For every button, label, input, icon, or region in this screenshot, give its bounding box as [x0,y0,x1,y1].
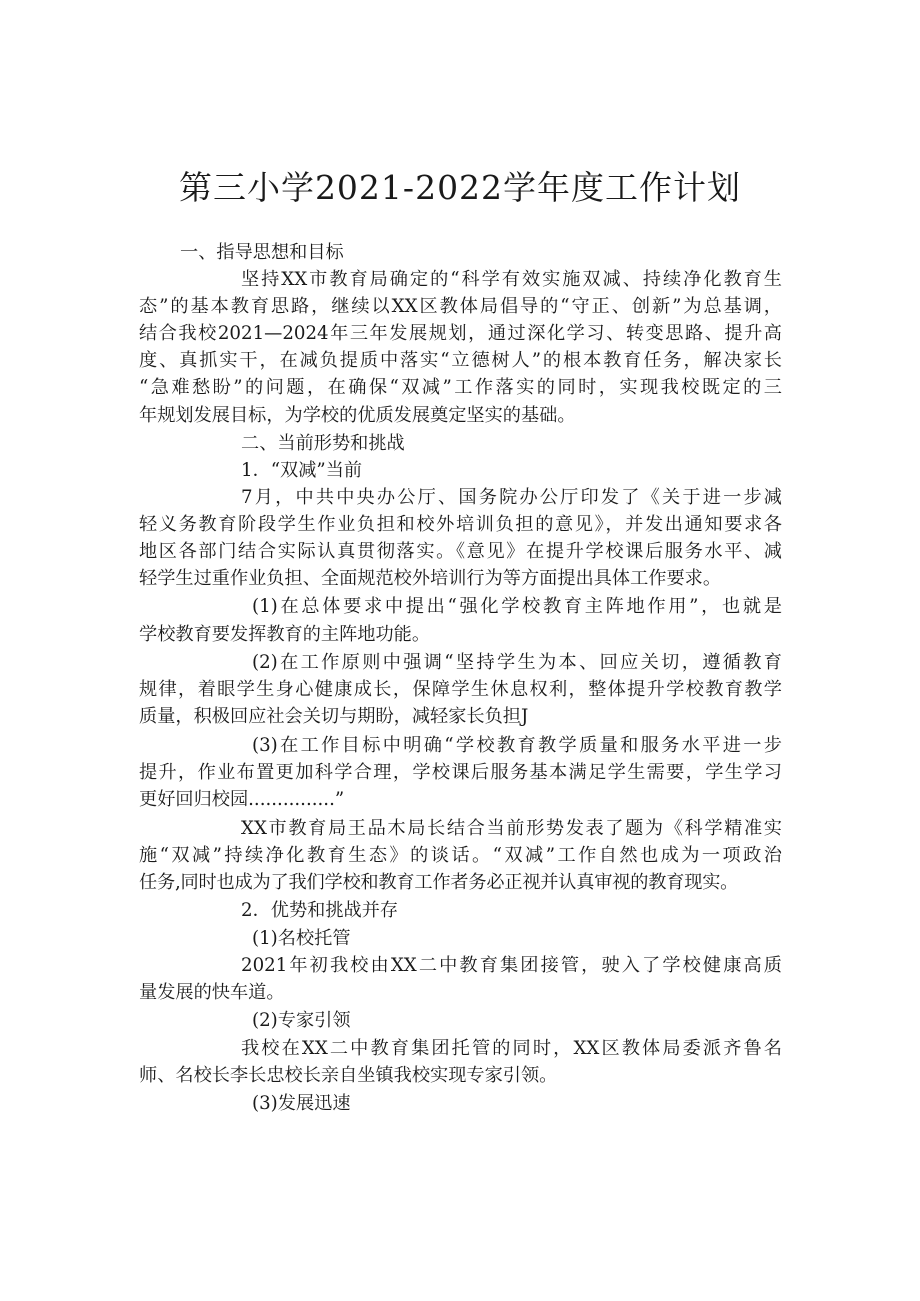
sub2-item3-heading: (3)发展迅速 [252,1093,351,1114]
item1-line2: 学校教育要发挥教育的主阵地功能。 [139,624,431,645]
p3-line1: XX市教育局王品木局长结合当前形势发表了题为《科学精准实 [241,818,782,839]
p2-line2: 轻义务教育阶段学生作业负担和校外培训负担的意见》，并发出通知要求各 [139,514,782,535]
p1-line3: 结合我校2021—2024年三年发展规划，通过深化学习、转变思路、提升高 [139,323,782,344]
p2-line1: 7月，中共中央办公厅、国务院办公厅印发了《关于进一步减 [241,487,782,508]
p3-line2: 施“双减”持续净化教育生态》的谈话。“双减”工作自然也成为一项政治 [139,845,782,866]
p1-line5: “急难愁盼”的问题，在确保“双减”工作落实的同时，实现我校既定的三 [139,377,782,398]
p4-line2: 量发展的快车道。 [139,982,285,1003]
document-title: 第三小学2021-2022学年度工作计划 [178,168,742,207]
p2-line3: 地区各部门结合实际认真贯彻落实。《意见》在提升学校课后服务水平、减 [139,541,782,562]
section1-heading: 一、指导思想和目标 [180,242,344,263]
p3-line3: 任务,同时也成为了我们学校和教育工作者务必正视并认真审视的教育现实。 [139,872,739,893]
item2-line1: (2)在工作原则中强调“坚持学生为本、回应关切，遵循教育 [252,652,782,673]
p2-line4: 轻学生过重作业负担、全面规范校外培训行为等方面提出具体工作要求。 [139,568,722,589]
section2-heading: 二、当前形势和挑战 [241,433,405,454]
p1-line2: 态”的基本教育思路，继续以XX区教体局倡导的“守正、创新”为总基调， [139,296,782,317]
sub2-heading: 2．优势和挑战并存 [241,900,399,921]
sub2-item2-heading: (2)专家引领 [252,1010,351,1031]
p1-line1: 坚持XX市教育局确定的“科学有效实施双减、持续净化教育生 [241,269,782,290]
p5-line1: 我校在XX二中教育集团托管的同时，XX区教体局委派齐鲁名 [241,1038,782,1059]
p4-line1: 2021年初我校由XX二中教育集团接管，驶入了学校健康高质 [241,955,782,976]
p5-line2: 师、名校长李长忠校长亲自坐镇我校实现专家引领。 [139,1065,558,1086]
sub1-heading: 1．“双减”当前 [241,460,363,481]
p1-line6: 年规划发展目标，为学校的优质发展奠定坚实的基础。 [139,405,576,426]
item3-line1: (3)在工作目标中明确“学校教育教学质量和服务水平进一步 [252,735,782,756]
p1-line4: 度、真抓实干，在减负提质中落实“立德树人”的根本教育任务，解决家长 [139,350,782,371]
item1-line1: (1)在总体要求中提出“强化学校教育主阵地作用”，也就是 [252,596,782,617]
item3-line3: 更好回归校园...............” [139,789,345,810]
item3-line2: 提升，作业布置更加科学合理，学校课后服务基本满足学生需要，学生学习 [139,762,782,783]
sub2-item1-heading: (1)名校托管 [252,928,351,949]
item2-line3: 质量，积极回应社会关切与期盼，减轻家长负担J [139,706,529,727]
item2-line2: 规律，着眼学生身心健康成长，保障学生休息权利，整体提升学校教育教学 [139,679,782,700]
